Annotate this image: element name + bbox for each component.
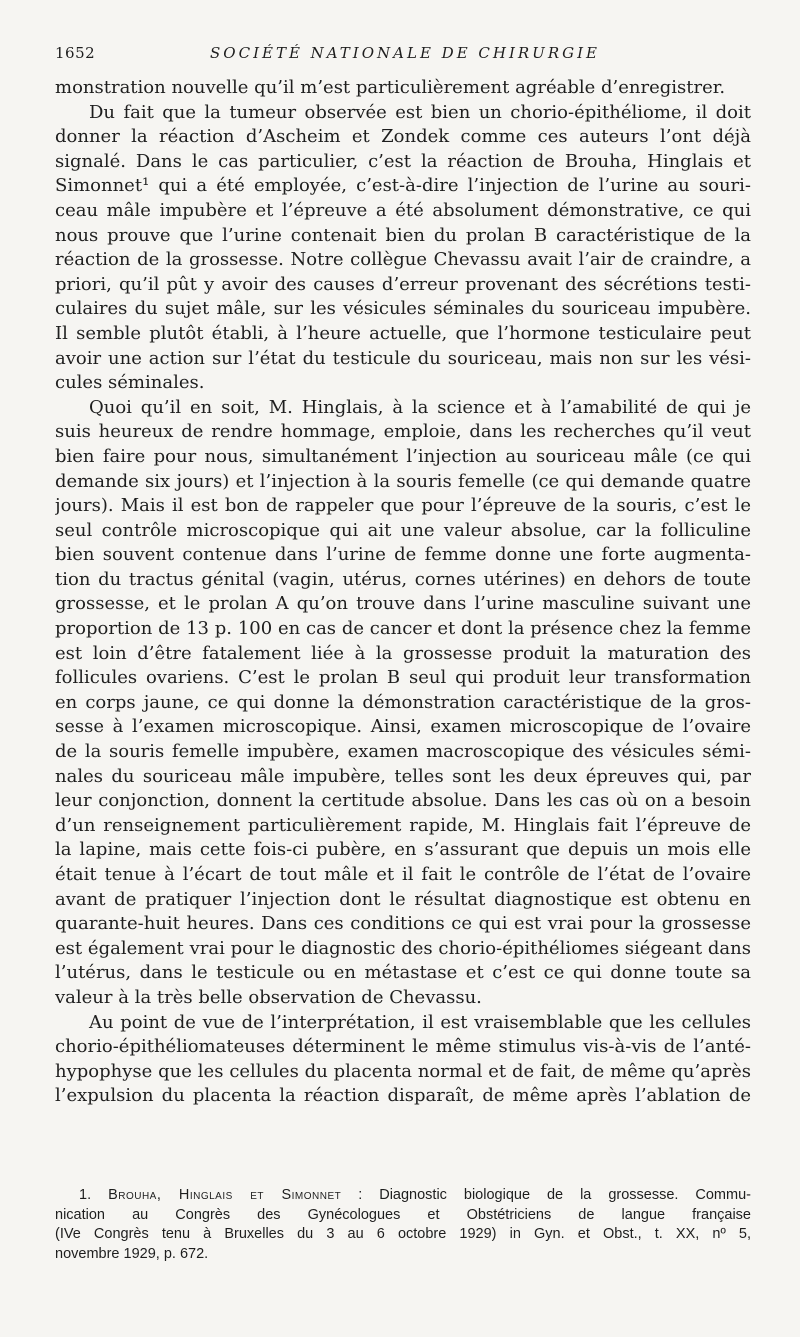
text-line: donner la réaction d’Ascheim et Zondek comme ces auteurs l’ont déjà	[55, 126, 751, 148]
text-line: nous prouve que l’urine contenait bien du prolan B caractéristique de la	[55, 224, 751, 246]
text-line: avoir une action sur l’état du testicule du souriceau, mais non sur les vési-	[55, 347, 751, 369]
text-line: Du fait que la tumeur observée est bien un chorio-épithéliome, il doit	[89, 101, 751, 123]
text-line: de la souris femelle impubère, examen macroscopique des vésicules sémi-	[55, 741, 751, 763]
text-line: la lapine, mais cette fois-ci pubère, en s’assurant que depuis un mois elle	[55, 839, 751, 861]
text-line: chorio-épithéliomateuses déterminent le même stimulus vis-à-vis de l’anté-	[55, 1036, 751, 1058]
text-line: culaires du sujet mâle, sur les vésicules séminales du souriceau impubère.	[55, 298, 751, 320]
text-line: seul contrôle microscopique qui ait une valeur absolue, car la folliculine	[55, 519, 751, 541]
text-line: valeur à la très belle observation de Chevassu.	[55, 986, 482, 1008]
text-line: l’utérus, dans le testicule ou en métastase et c’est ce qui donne toute sa	[55, 962, 751, 984]
text-line: proportion de 13 p. 100 en cas de cancer et dont la présence chez la femme	[55, 618, 751, 640]
text-line: réaction de la grossesse. Notre collègue Chevassu avait l’air de craindre, a	[55, 249, 751, 271]
text-line: demande six jours) et l’injection à la souris femelle (ce qui demande quatre	[55, 470, 751, 492]
text-line: tion du tractus génital (vagin, utérus, cornes utérines) en dehors de toute	[55, 568, 751, 590]
text-line: Simonnet¹ qui a été employée, c’est-à-dire l’injection de l’urine au souri-	[55, 175, 751, 197]
text-line: sesse à l’examen microscopique. Ainsi, examen microscopique de l’ovaire	[55, 716, 751, 738]
footnote-line: (IVe Congrès tenu à Bruxelles du 3 au 6 octobre 1929) in Gyn. et Obst., t. XX, nº 5,	[55, 1226, 751, 1242]
text-line: l’expulsion du placenta la réaction disparaît, de même après l’ablation de	[55, 1085, 751, 1107]
text-line: d’un renseignement particulièrement rapide, M. Hinglais fait l’épreuve de	[55, 814, 751, 836]
text-line: est loin d’être fatalement liée à la grossesse produit la maturation des	[55, 642, 751, 664]
page-number: 1652	[55, 44, 96, 62]
running-title: SOCIÉTÉ NATIONALE DE CHIRURGIE	[210, 44, 600, 62]
text-line: cules séminales.	[55, 372, 205, 394]
text-line: bien faire pour nous, simultanément l’injection au souriceau mâle (ce qui	[55, 445, 751, 467]
text-line: priori, qu’il pût y avoir des causes d’erreur provenant des sécrétions testi-	[55, 273, 751, 295]
footnote-marker: 1.	[79, 1187, 92, 1203]
text-line: leur conjonction, donnent la certitude absolue. Dans les cas où on a besoin	[55, 790, 751, 812]
footnote-authors: Brouha, Hinglais et Simonnet	[108, 1187, 342, 1203]
footnote-line: novembre 1929, p. 672.	[55, 1245, 209, 1262]
text-line: Quoi qu’il en soit, M. Hinglais, à la science et à l’amabilité de qui je	[89, 396, 751, 418]
body-text	[55, 76, 751, 1109]
text-line: est également vrai pour le diagnostic des chorio-épithéliomes siégeant dans	[55, 937, 751, 959]
text-line: bien souvent contenue dans l’urine de femme donne une forte augmenta-	[55, 544, 751, 566]
text-line: Il semble plutôt établi, à l’heure actuelle, que l’hormone testiculaire peut	[55, 322, 751, 344]
text-line: hypophyse que les cellules du placenta normal et de fait, de même qu’après	[55, 1060, 751, 1082]
footnote	[55, 1186, 751, 1264]
text-line: quarante-huit heures. Dans ces conditions ce qui est vrai pour la grossesse	[55, 913, 751, 935]
text-line: signalé. Dans le cas particulier, c’est la réaction de Brouha, Hinglais et	[55, 150, 751, 172]
text-line: ceau mâle impubère et l’épreuve a été absolument démonstrative, ce qui	[55, 199, 751, 221]
footnote-text: : Diagnostic biologique de la grossesse. Commu-	[358, 1187, 751, 1203]
text-line: jours). Mais il est bon de rappeler que pour l’épreuve de la souris, c’est le	[55, 495, 751, 517]
text-line: avant de pratiquer l’injection dont le résultat diagnostique est obtenu en	[55, 888, 751, 910]
text-line: grossesse, et le prolan A qu’on trouve dans l’urine masculine suivant une	[55, 593, 751, 615]
text-line: en corps jaune, ce qui donne la démonstration caractéristique de la gros-	[55, 691, 751, 713]
text-line: monstration nouvelle qu’il m’est particulièrement agréable d’enregistrer.	[55, 77, 726, 98]
text-line: Au point de vue de l’interprétation, il est vraisemblable que les cellules	[89, 1011, 751, 1033]
text-line: suis heureux de rendre hommage, emploie, dans les recherches qu’il veut	[55, 421, 751, 443]
running-header	[55, 44, 755, 68]
footnote-line	[55, 1186, 751, 1206]
text-line: nales du souriceau mâle impubère, telles sont les deux épreuves qui, par	[55, 765, 751, 787]
text-line: follicules ovariens. C’est le prolan B seul qui produit leur transformation	[55, 667, 751, 689]
footnote-line: nication au Congrès des Gynécologues et Obstétriciens de langue française	[55, 1206, 751, 1223]
text-line: était tenue à l’écart de tout mâle et il fait le contrôle de l’état de l’ovaire	[55, 864, 751, 885]
